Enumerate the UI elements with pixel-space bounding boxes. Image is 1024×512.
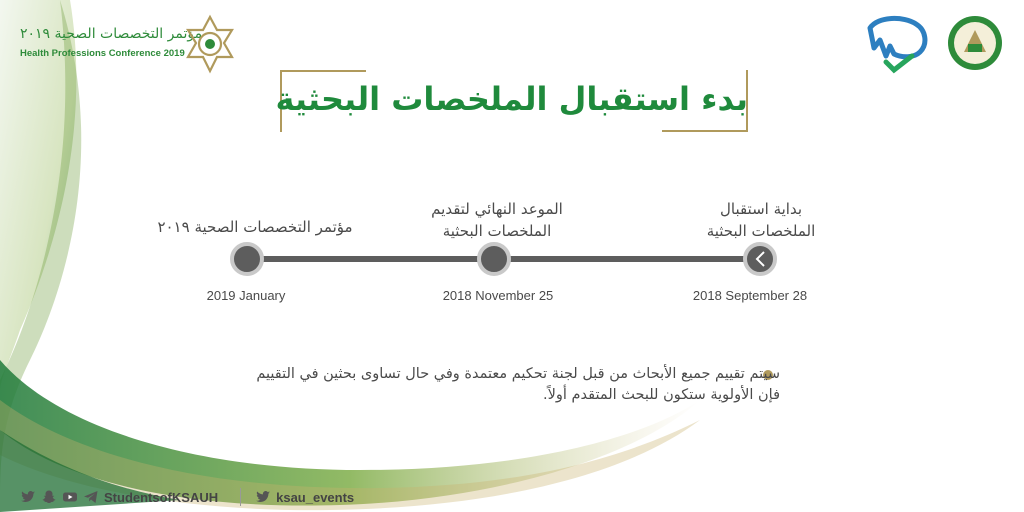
timeline-stage-3-label: مؤتمر التخصصات الصحية ٢٠١٩ <box>157 218 353 236</box>
youtube-icon[interactable] <box>62 489 78 505</box>
conference-logo <box>14 14 244 74</box>
timeline-stage-2-node <box>477 242 511 276</box>
ministry-logo-icon <box>864 14 934 74</box>
university-seal-icon <box>946 14 1004 72</box>
timeline-stage-2-label-line-2: الملخصات البحثية <box>442 222 552 240</box>
timeline-stage-1-label-line-2: الملخصات البحثية <box>706 222 816 240</box>
twitter-icon[interactable] <box>20 489 36 505</box>
conference-emblem-icon <box>180 14 240 74</box>
timeline-stage-2-date: 2018 November 25 <box>442 288 554 303</box>
twitter-icon[interactable] <box>255 489 271 505</box>
conference-name-english: Health Professions Conference 2019 <box>20 48 185 59</box>
snapchat-icon[interactable] <box>41 489 57 505</box>
timeline-stage-1-label <box>676 198 846 242</box>
page-title: بدء استقبال الملخصات البحثية <box>275 80 748 118</box>
timeline-stage-2-label <box>404 198 590 242</box>
title-frame <box>275 70 748 132</box>
timeline-stage-3-date: 2019 January <box>206 288 286 303</box>
conference-name-arabic: مؤتمر التخصصات الصحية ٢٠١٩ <box>20 26 203 42</box>
timeline-stage-1-node <box>743 242 777 276</box>
timeline-stage-2-label-line-1: الموعد النهائي لتقديم <box>431 200 563 218</box>
events-handle[interactable]: ksau_events <box>276 489 355 505</box>
evaluation-note: سيتم تقييم جميع الأبحاث من قبل لجنة تحكيم معتمدة وفي حال تساوى بحثين في التقييم فإن الأولوية ستكون للبحث المتقدم أولاً. <box>256 366 780 403</box>
students-handle[interactable]: StudentsofKSAUH <box>104 489 219 505</box>
timeline-stage-1-date: 2018 September 28 <box>692 288 808 303</box>
timeline-stage-1-label-line-1: بداية استقبال <box>719 200 803 218</box>
timeline-stage-3-node <box>230 242 264 276</box>
chevron-left-icon <box>754 250 768 268</box>
telegram-icon[interactable] <box>83 489 99 505</box>
footer-divider <box>240 488 241 506</box>
footer-social <box>20 486 376 508</box>
